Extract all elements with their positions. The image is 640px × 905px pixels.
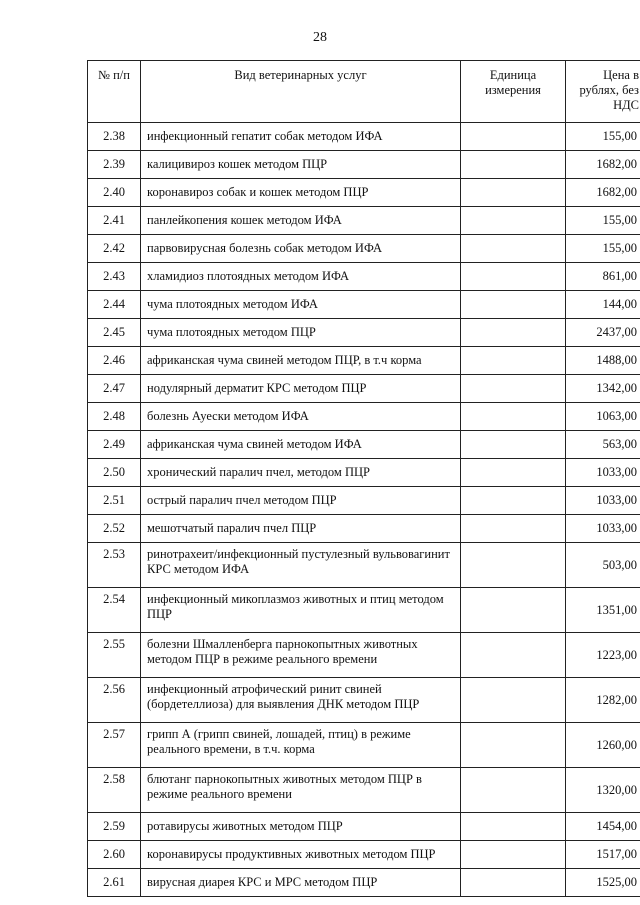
- table-row: [88, 375, 640, 403]
- unit-cell: [461, 723, 566, 768]
- row-number: 2.56: [88, 678, 141, 723]
- price-cell: 503,00: [566, 543, 640, 588]
- service-name: африканская чума свиней методом ИФА: [141, 431, 461, 459]
- row-number: 2.48: [88, 403, 141, 431]
- service-name: нодулярный дерматит КРС методом ПЦР: [141, 375, 461, 403]
- row-number: 2.40: [88, 179, 141, 207]
- unit-cell: [461, 841, 566, 869]
- price-table: [87, 60, 640, 897]
- table-row: [88, 431, 640, 459]
- unit-cell: [461, 869, 566, 897]
- unit-cell: [461, 431, 566, 459]
- service-name: панлейкопения кошек методом ИФА: [141, 207, 461, 235]
- price-cell: 155,00: [566, 123, 640, 151]
- price-cell: 861,00: [566, 263, 640, 291]
- service-name: болезнь Ауески методом ИФА: [141, 403, 461, 431]
- price-cell: 155,00: [566, 235, 640, 263]
- row-number: 2.52: [88, 515, 141, 543]
- price-cell: 1033,00: [566, 515, 640, 543]
- header-unit: Единица измерения: [461, 61, 566, 123]
- table-row: [88, 235, 640, 263]
- page-number: 28: [313, 30, 327, 45]
- table-row: [88, 869, 640, 897]
- service-name: ринотрахеит/инфекционный пустулезный вульвовагинит КРС методом ИФА: [141, 543, 461, 588]
- service-name: калицивироз кошек методом ПЦР: [141, 151, 461, 179]
- price-cell: 563,00: [566, 431, 640, 459]
- service-name: чума плотоядных методом ПЦР: [141, 319, 461, 347]
- table-row: [88, 543, 640, 588]
- price-cell: 144,00: [566, 291, 640, 319]
- service-name: хронический паралич пчел, методом ПЦР: [141, 459, 461, 487]
- row-number: 2.60: [88, 841, 141, 869]
- table-row: [88, 515, 640, 543]
- unit-cell: [461, 151, 566, 179]
- table-row: [88, 588, 640, 633]
- price-cell: 1260,00: [566, 723, 640, 768]
- table-row: [88, 179, 640, 207]
- price-cell: 1682,00: [566, 151, 640, 179]
- service-name: чума плотоядных методом ИФА: [141, 291, 461, 319]
- row-number: 2.41: [88, 207, 141, 235]
- table-row: [88, 723, 640, 768]
- price-cell: 1282,00: [566, 678, 640, 723]
- unit-cell: [461, 179, 566, 207]
- row-number: 2.55: [88, 633, 141, 678]
- row-number: 2.50: [88, 459, 141, 487]
- price-cell: 1525,00: [566, 869, 640, 897]
- service-name: вирусная диарея КРС и МРС методом ПЦР: [141, 869, 461, 897]
- service-name: парвовирусная болезнь собак методом ИФА: [141, 235, 461, 263]
- price-cell: 1342,00: [566, 375, 640, 403]
- unit-cell: [461, 207, 566, 235]
- table-row: [88, 347, 640, 375]
- price-cell: 2437,00: [566, 319, 640, 347]
- price-cell: 1223,00: [566, 633, 640, 678]
- row-number: 2.44: [88, 291, 141, 319]
- table-row: [88, 291, 640, 319]
- row-number: 2.51: [88, 487, 141, 515]
- service-name: ротавирусы животных методом ПЦР: [141, 813, 461, 841]
- unit-cell: [461, 375, 566, 403]
- unit-cell: [461, 487, 566, 515]
- price-cell: 155,00: [566, 207, 640, 235]
- service-name: болезни Шмалленберга парнокопытных животных методом ПЦР в режиме реального времени: [141, 633, 461, 678]
- service-name: блютанг парнокопытных животных методом ПЦР в режиме реального времени: [141, 768, 461, 813]
- unit-cell: [461, 319, 566, 347]
- price-cell: 1351,00: [566, 588, 640, 633]
- row-number: 2.39: [88, 151, 141, 179]
- price-cell: 1454,00: [566, 813, 640, 841]
- table-row: [88, 813, 640, 841]
- row-number: 2.53: [88, 543, 141, 588]
- table-row: [88, 633, 640, 678]
- service-name: хламидиоз плотоядных методом ИФА: [141, 263, 461, 291]
- row-number: 2.61: [88, 869, 141, 897]
- table-row: [88, 459, 640, 487]
- row-number: 2.43: [88, 263, 141, 291]
- header-service-name: Вид ветеринарных услуг: [141, 61, 461, 123]
- price-cell: 1063,00: [566, 403, 640, 431]
- unit-cell: [461, 235, 566, 263]
- row-number: 2.59: [88, 813, 141, 841]
- row-number: 2.47: [88, 375, 141, 403]
- unit-cell: [461, 291, 566, 319]
- table-header-row: [88, 61, 640, 123]
- unit-cell: [461, 123, 566, 151]
- unit-cell: [461, 678, 566, 723]
- unit-cell: [461, 263, 566, 291]
- table-row: [88, 768, 640, 813]
- price-cell: 1033,00: [566, 459, 640, 487]
- table-row: [88, 263, 640, 291]
- row-number: 2.46: [88, 347, 141, 375]
- row-number: 2.54: [88, 588, 141, 633]
- row-number: 2.45: [88, 319, 141, 347]
- unit-cell: [461, 633, 566, 678]
- unit-cell: [461, 588, 566, 633]
- row-number: 2.57: [88, 723, 141, 768]
- price-cell: 1320,00: [566, 768, 640, 813]
- price-cell: 1033,00: [566, 487, 640, 515]
- unit-cell: [461, 403, 566, 431]
- row-number: 2.38: [88, 123, 141, 151]
- table-row: [88, 841, 640, 869]
- service-name: острый паралич пчел методом ПЦР: [141, 487, 461, 515]
- service-name: коронавирусы продуктивных животных методом ПЦР: [141, 841, 461, 869]
- unit-cell: [461, 515, 566, 543]
- row-number: 2.42: [88, 235, 141, 263]
- table-row: [88, 487, 640, 515]
- table-row: [88, 678, 640, 723]
- service-name: инфекционный микоплазмоз животных и птиц методом ПЦР: [141, 588, 461, 633]
- row-number: 2.58: [88, 768, 141, 813]
- unit-cell: [461, 813, 566, 841]
- service-name: инфекционный гепатит собак методом ИФА: [141, 123, 461, 151]
- unit-cell: [461, 459, 566, 487]
- header-price: Цена в рублях, без НДС: [566, 61, 640, 123]
- table-row: [88, 151, 640, 179]
- table-row: [88, 319, 640, 347]
- unit-cell: [461, 768, 566, 813]
- unit-cell: [461, 543, 566, 588]
- price-cell: 1488,00: [566, 347, 640, 375]
- service-name: коронавироз собак и кошек методом ПЦР: [141, 179, 461, 207]
- table-row: [88, 403, 640, 431]
- row-number: 2.49: [88, 431, 141, 459]
- service-name: грипп А (грипп свиней, лошадей, птиц) в режиме реального времени, в т.ч. корма: [141, 723, 461, 768]
- table-row: [88, 207, 640, 235]
- price-cell: 1682,00: [566, 179, 640, 207]
- service-name: мешотчатый паралич пчел ПЦР: [141, 515, 461, 543]
- price-cell: 1517,00: [566, 841, 640, 869]
- table-row: [88, 123, 640, 151]
- unit-cell: [461, 347, 566, 375]
- header-num: № п/п: [88, 61, 141, 123]
- service-name: инфекционный атрофический ринит свиней (бордетеллиоза) для выявления ДНК методом ПЦР: [141, 678, 461, 723]
- service-name: африканская чума свиней методом ПЦР, в т.ч корма: [141, 347, 461, 375]
